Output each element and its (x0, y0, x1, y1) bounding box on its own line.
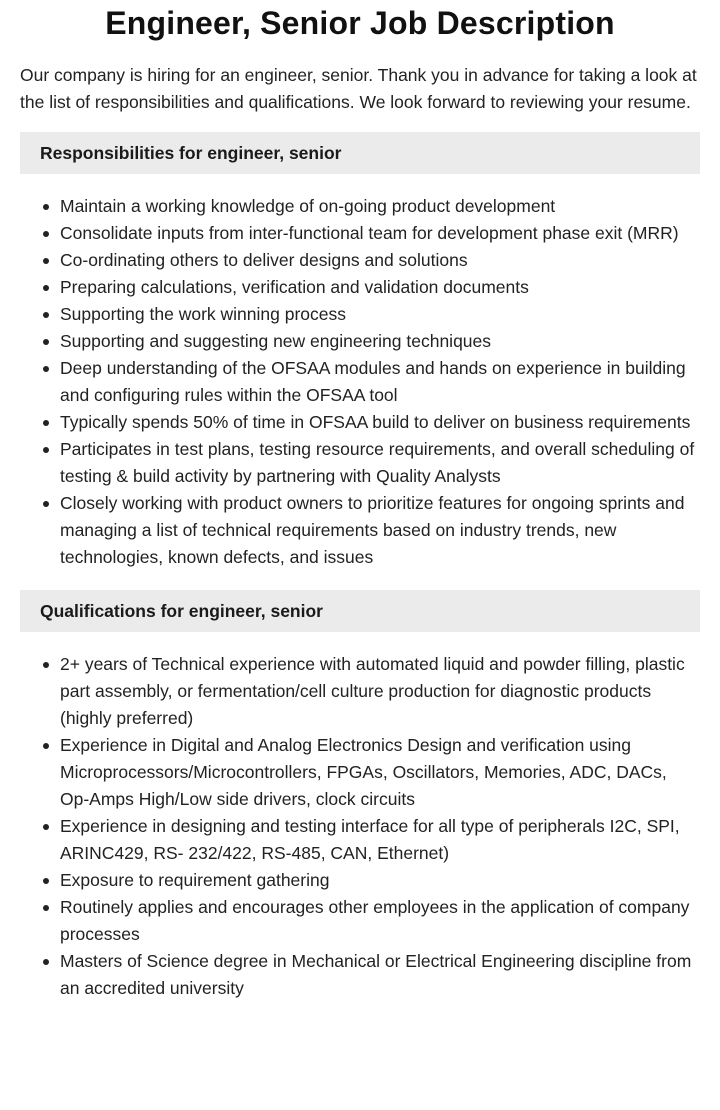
qualifications-list (20, 651, 700, 1002)
responsibilities-heading: Responsibilities for engineer, senior (20, 132, 700, 174)
list-item: Maintain a working knowledge of on-going product development (60, 193, 700, 220)
list-item: Preparing calculations, verification and validation documents (60, 274, 700, 301)
intro-paragraph: Our company is hiring for an engineer, senior. Thank you in advance for taking a look at the list of responsibilities and qualifications. We look forward to reviewing your resume. (20, 65, 697, 112)
list-item: 2+ years of Technical experience with automated liquid and powder filling, plastic part assembly, or fermentation/cell culture production for diagnostic products (highly preferred) (60, 651, 700, 732)
list-item: Exposure to requirement gathering (60, 867, 700, 894)
list-item: Co-ordinating others to deliver designs and solutions (60, 247, 700, 274)
list-item: Consolidate inputs from inter-functional team for development phase exit (MRR) (60, 220, 700, 247)
list-item: Supporting and suggesting new engineering techniques (60, 328, 700, 355)
list-item: Masters of Science degree in Mechanical or Electrical Engineering discipline from an accredited university (60, 948, 700, 1002)
list-item: Typically spends 50% of time in OFSAA build to deliver on business requirements (60, 409, 700, 436)
page-title: Engineer, Senior Job Description (105, 5, 615, 41)
responsibilities-list (20, 193, 700, 571)
list-item: Supporting the work winning process (60, 301, 700, 328)
list-item: Closely working with product owners to prioritize features for ongoing sprints and managing a list of technical requirements based on industry trends, new technologies, known defects, and issues (60, 490, 700, 571)
list-item: Experience in Digital and Analog Electronics Design and verification using Microprocessors/Microcontrollers, FPGAs, Oscillators, Memories, ADC, DACs, Op-Amps High/Low side drivers, clock circuits (60, 732, 700, 813)
list-item: Experience in designing and testing interface for all type of peripherals I2C, SPI, ARINC429, RS- 232/422, RS-485, CAN, Ethernet) (60, 813, 700, 867)
list-item: Deep understanding of the OFSAA modules and hands on experience in building and configuring rules within the OFSAA tool (60, 355, 700, 409)
qualifications-heading: Qualifications for engineer, senior (20, 590, 700, 632)
list-item: Routinely applies and encourages other employees in the application of company processes (60, 894, 700, 948)
list-item: Participates in test plans, testing resource requirements, and overall scheduling of testing & build activity by partnering with Quality Analysts (60, 436, 700, 490)
